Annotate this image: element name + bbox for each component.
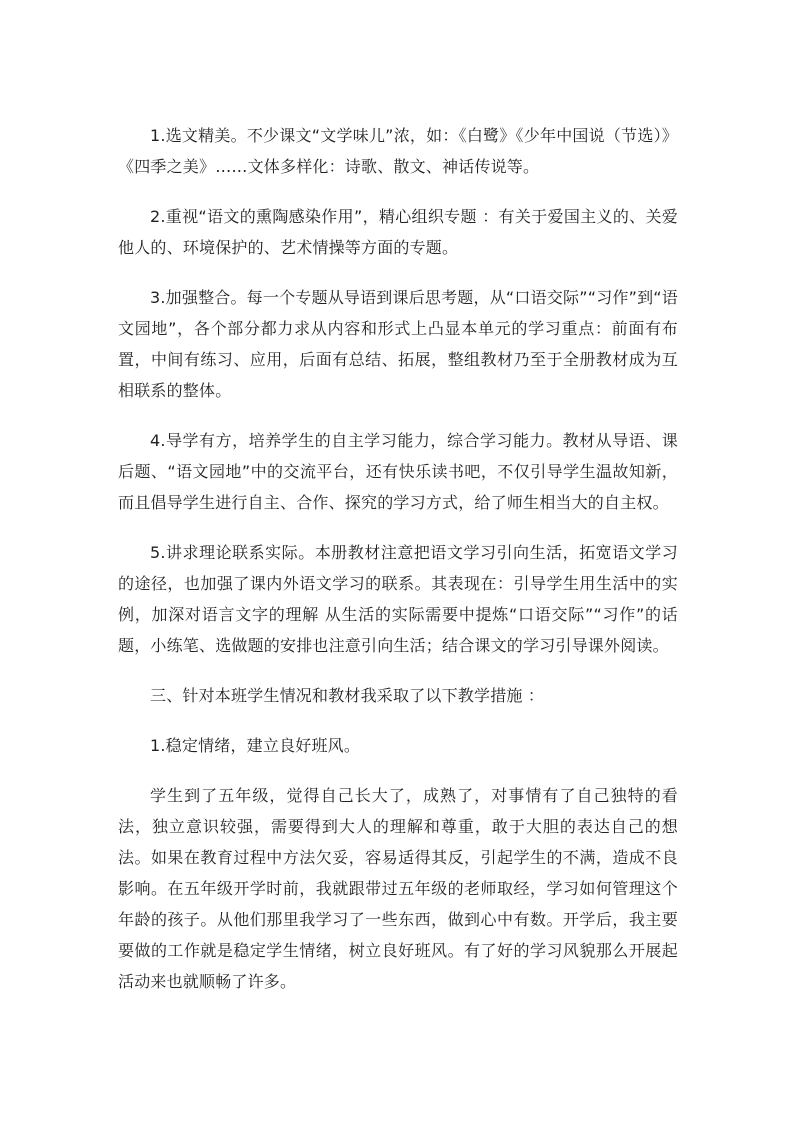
document-body: [118, 120, 678, 1016]
paragraph-guided-learning: 4.导学有方，培养学生的自主学习能力，综合学习能力。教材从导语、课后题、“语文园地”中的交流平台，还有快乐读书吧，不仅引导学生温故知新，而且倡导学生进行自主、合作、探究的学习方式，给了师生相当大的自主权。: [118, 431, 678, 512]
paragraph-selection-quality: 1.选文精美。不少课文“文学味儿”浓，如：《白鹭》《少年中国说（节选）》《四季之美》……文体多样化：诗歌、散文、神话传说等。: [118, 126, 678, 176]
paragraph-cultivation-effect: 2.重视“语文的熏陶感染作用”，精心组织专题 ：有关于爱国主义的、关爱他人的、环境保护的、艺术情操等方面的专题。: [118, 207, 678, 257]
subheading-stabilize-emotions: 1.稳定情绪，建立良好班风。: [150, 736, 361, 755]
paragraph-theory-practice: 5.讲求理论联系实际。本册教材注意把语文学习引向生活，拓宽语文学习的途径，也加强了课内外语文学习的联系。其表现在：引导学生用生活中的实例，加深对语言文字的理解 从生活的实际需要中提炼“口语交际”“习作”的话题，小练笔、选做题的安排也注意引向生活；结合课文的学习引导课外阅读。: [118, 543, 678, 655]
paragraph-integration: 3.加强整合。每一个专题从导语到课后思考题，从“口语交际”“习作”到“语文园地”，各个部分都力求从内容和形式上凸显本单元的学习重点：前面有布置，中间有练习、应用，后面有总结、拓展，整组教材乃至于全册教材成为互相联系的整体。: [118, 288, 678, 400]
paragraph-fifth-grade-students: 学生到了五年级，觉得自己长大了，成熟了，对事情有了自己独特的看法，独立意识较强，需要得到大人的理解和尊重，敢于大胆的表达自己的想法。如果在教育过程中方法欠妥，容易适得其反，引起学生的不满，造成不良影响。在五年级开学时前，我就跟带过五年级的老师取经，学习如何管理这个年龄的孩子。从他们那里我学习了一些东西，做到心中有数。开学后，我主要要做的工作就是稳定学生情绪，树立良好班风。有了好的学习风貌那么开展起活动来也就顺畅了许多。: [118, 786, 678, 991]
section-heading-teaching-measures: 三、针对本班学生情况和教材我采取了以下教学措施 ：: [150, 686, 545, 705]
